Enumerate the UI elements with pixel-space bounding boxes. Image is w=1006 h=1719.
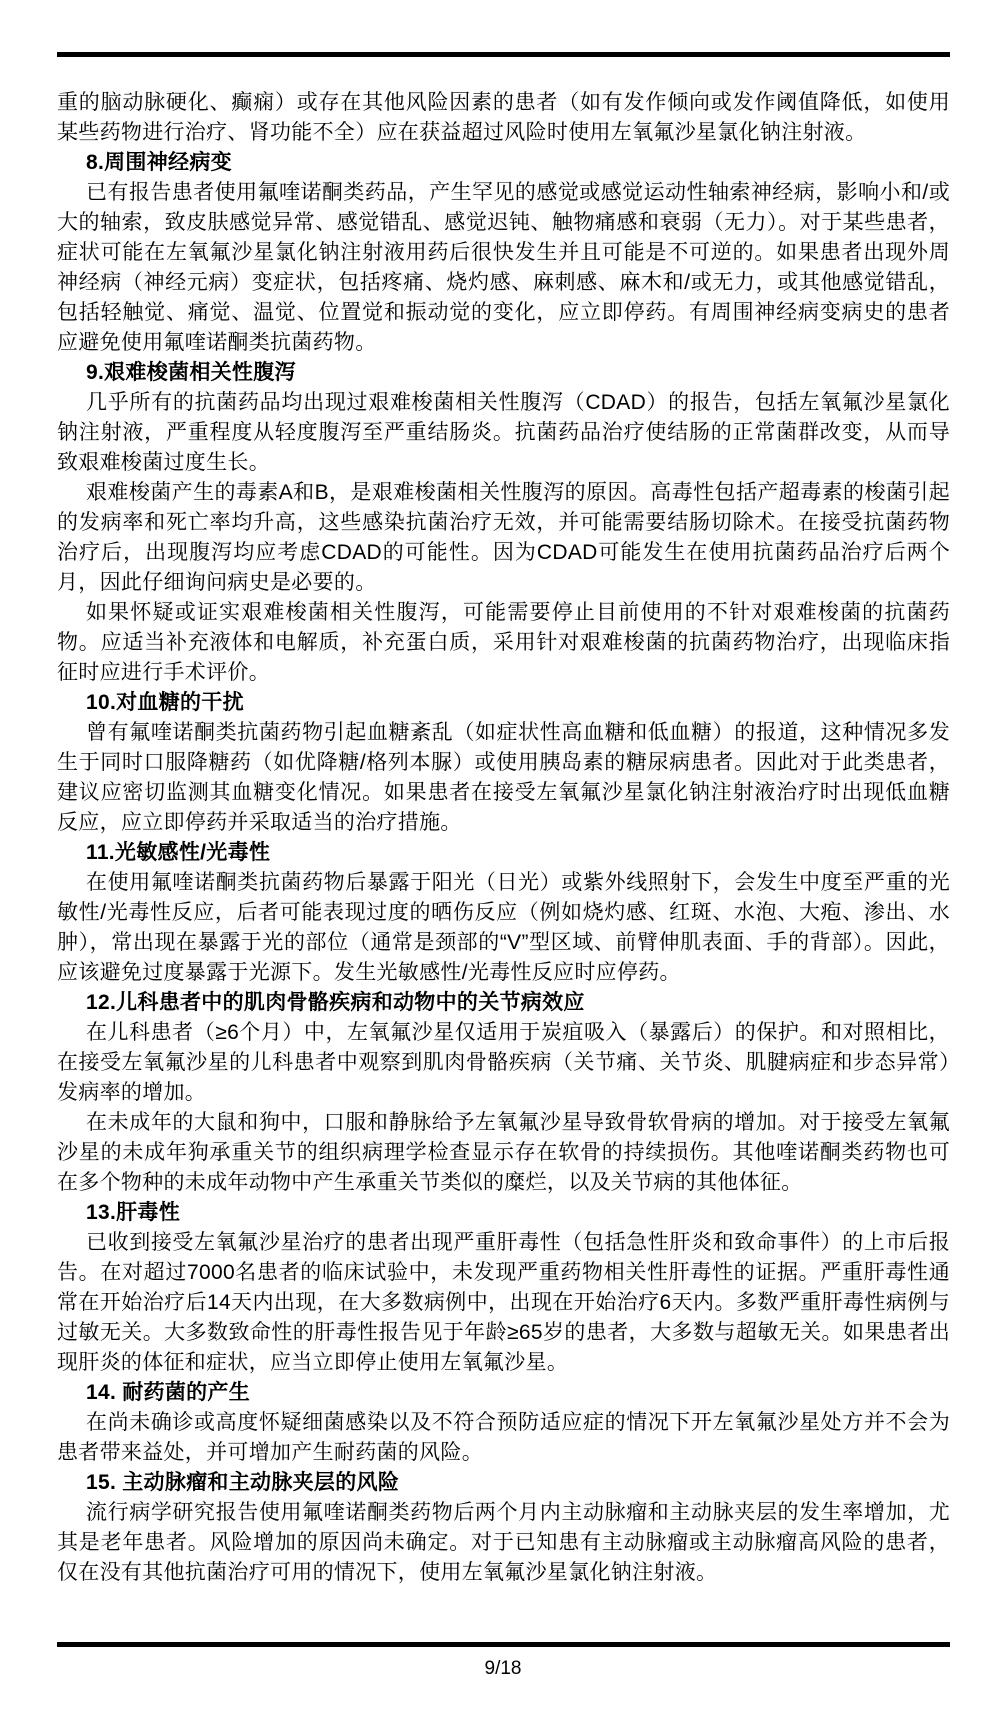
page-number: 9/18	[484, 1658, 522, 1679]
body-paragraph: 流行病学研究报告使用氟喹诺酮类药物后两个月内主动脉瘤和主动脉夹层的发生率增加，尤其是老年患者。风险增加的原因尚未确定。对于已知患有主动脉瘤或主动脉瘤高风险的患者，仅在没有其他抗菌治疗可用的情况下，使用左氧氟沙星氯化钠注射液。	[57, 1501, 950, 1584]
body-paragraph: 在尚未确诊或高度怀疑细菌感染以及不符合预防适应症的情况下开左氧氟沙星处方并不会为患者带来益处，并可增加产生耐药菌的风险。	[57, 1411, 950, 1464]
body-paragraph: 曾有氟喹诺酮类抗菌药物引起血糖紊乱（如症状性高血糖和低血糖）的报道，这种情况多发生于同时口服降糖药（如优降糖/格列本脲）或使用胰岛素的糖尿病患者。因此对于此类患者，建议应密切监测其血糖变化情况。如果患者在接受左氧氟沙星氯化钠注射液治疗时出现低血糖反应，应立即停药并采取适当的治疗措施。	[57, 721, 950, 834]
body-paragraph: 在儿科患者（≥6个月）中，左氧氟沙星仅适用于炭疽吸入（暴露后）的保护。和对照相比，在接受左氧氟沙星的儿科患者中观察到肌肉骨骼疾病（关节痛、关节炎、肌腱病症和步态异常）发病率的增加。	[57, 1021, 950, 1104]
body-paragraph: 几乎所有的抗菌药品均出现过艰难梭菌相关性腹泻（CDAD）的报告，包括左氧氟沙星氯化钠注射液，严重程度从轻度腹泻至严重结肠炎。抗菌药品治疗使结肠的正常菌群改变，从而导致艰难梭菌过度生长。	[57, 391, 950, 474]
section-heading: 10.对血糖的干扰	[86, 691, 244, 714]
body-paragraph: 已有报告患者使用氟喹诺酮类药品，产生罕见的感觉或感觉运动性轴索神经病，影响小和/或大的轴索，致皮肤感觉异常、感觉错乱、感觉迟钝、触物痛感和衰弱（无力）。对于某些患者，症状可能在左氧氟沙星氯化钠注射液用药后很快发生并且可能是不可逆的。如果患者出现外周神经病（神经元病）变症状，包括疼痛、烧灼感、麻刺感、麻木和/或无力，或其他感觉错乱，包括轻触觉、痛觉、温觉、位置觉和振动觉的变化，应立即停药。有周围神经病变病史的患者应避免使用氟喹诺酮类抗菌药物。	[57, 181, 950, 354]
body-paragraph: 如果怀疑或证实艰难梭菌相关性腹泻，可能需要停止目前使用的不针对艰难梭菌的抗菌药物。应适当补充液体和电解质，补充蛋白质，采用针对艰难梭菌的抗菌药物治疗，出现临床指征时应进行手术评价。	[57, 601, 950, 684]
section-heading: 12.儿科患者中的肌肉骨骼疾病和动物中的关节病效应	[86, 991, 585, 1014]
document-body	[57, 88, 950, 1588]
body-paragraph: 在未成年的大鼠和狗中，口服和静脉给予左氧氟沙星导致骨软骨病的增加。对于接受左氧氟沙星的未成年狗承重关节的组织病理学检查显示存在软骨的持续损伤。其他喹诺酮类药物也可在多个物种的未成年动物中产生承重关节类似的糜烂，以及关节病的其他体征。	[57, 1111, 950, 1194]
top-divider	[57, 52, 950, 57]
section-heading: 13.肝毒性	[86, 1201, 180, 1224]
section-heading: 14. 耐药菌的产生	[86, 1381, 251, 1404]
section-heading: 15. 主动脉瘤和主动脉夹层的风险	[86, 1471, 400, 1494]
body-paragraph: 在使用氟喹诺酮类抗菌药物后暴露于阳光（日光）或紫外线照射下，会发生中度至严重的光敏性/光毒性反应，后者可能表现过度的晒伤反应（例如烧灼感、红斑、水泡、大疱、渗出、水肿），常出现在暴露于光的部位（通常是颈部的“V”型区域、前臂伸肌表面、手的背部）。因此，应该避免过度暴露于光源下。发生光敏感性/光毒性反应时应停药。	[57, 871, 950, 984]
section-heading: 9.艰难梭菌相关性腹泻	[86, 361, 296, 384]
body-paragraph: 已收到接受左氧氟沙星治疗的患者出现严重肝毒性（包括急性肝炎和致命事件）的上市后报告。在对超过7000名患者的临床试验中，未发现严重药物相关性肝毒性的证据。严重肝毒性通常在开始治疗后14天内出现，在大多数病例中，出现在开始治疗6天内。多数严重肝毒性病例与过敏无关。大多数致命性的肝毒性报告见于年龄≥65岁的患者，大多数与超敏无关。如果患者出现肝炎的体征和症状，应当立即停止使用左氧氟沙星。	[57, 1231, 950, 1374]
body-paragraph: 艰难梭菌产生的毒素A和B，是艰难梭菌相关性腹泻的原因。高毒性包括产超毒素的梭菌引起的发病率和死亡率均升高，这些感染抗菌治疗无效，并可能需要结肠切除术。在接受抗菌药物治疗后，出现腹泻均应考虑CDAD的可能性。因为CDAD可能发生在使用抗菌药品治疗后两个月，因此仔细询问病史是必要的。	[57, 481, 950, 594]
body-paragraph: 重的脑动脉硬化、癫痫）或存在其他风险因素的患者（如有发作倾向或发作阈值降低，如使用某些药物进行治疗、肾功能不全）应在获益超过风险时使用左氧氟沙星氯化钠注射液。	[57, 91, 950, 144]
bottom-divider	[57, 1642, 950, 1647]
section-heading: 11.光敏感性/光毒性	[86, 841, 271, 864]
section-heading: 8.周围神经病变	[86, 151, 232, 174]
